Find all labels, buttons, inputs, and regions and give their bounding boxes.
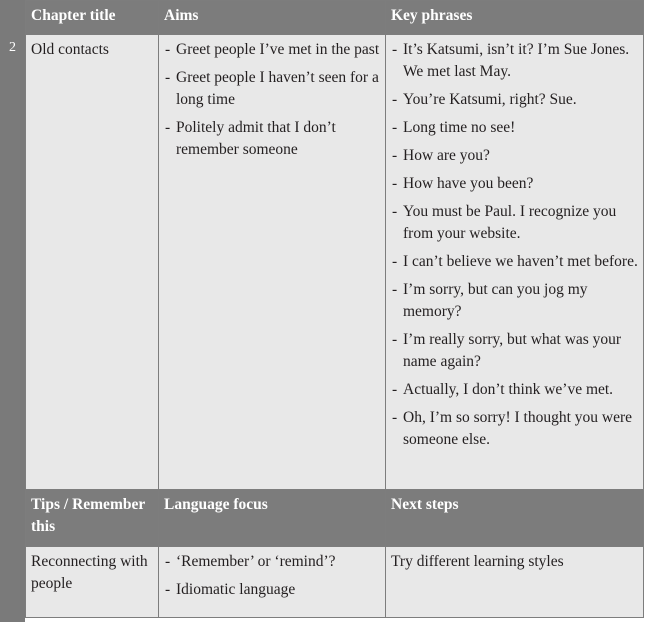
header-next-steps: Next steps (386, 490, 644, 547)
list-item: - Idiomatic language (164, 579, 380, 601)
header-tips: Tips / Remember this (26, 490, 159, 547)
list-item: - You’re Katsumi, right? Sue. (391, 89, 638, 111)
chapter-title-cell: Old contacts (26, 35, 159, 490)
list-item: - I’m really sorry, but what was your name again? (391, 329, 638, 373)
chapter-summary-table (25, 0, 644, 618)
header-language-focus: Language focus (159, 490, 386, 547)
list-item: - Greet people I haven’t seen for a long time (164, 67, 380, 111)
header-row (26, 1, 644, 35)
list-item: - It’s Katsumi, isn’t it? I’m Sue Jones. We met last May. (391, 39, 638, 83)
list-item: - You must be Paul. I recognize you from your website. (391, 201, 638, 245)
header-chapter-title: Chapter title (26, 1, 159, 35)
content-row (26, 35, 644, 490)
list-item: - How have you been? (391, 173, 638, 195)
language-focus-cell (159, 547, 386, 618)
header-key-phrases: Key phrases (386, 1, 644, 35)
language-focus-list (164, 551, 380, 601)
second-header-row (26, 490, 644, 547)
aims-cell (159, 35, 386, 490)
tips-cell: Reconnecting with people (26, 547, 159, 618)
list-item: - Politely admit that I don’t remember someone (164, 117, 380, 161)
key-phrases-cell (386, 35, 644, 490)
key-phrases-list (391, 39, 638, 451)
chapter-number: 2 (9, 40, 16, 55)
list-item: - Oh, I’m so sorry! I thought you were someone else. (391, 407, 638, 451)
next-steps-cell: Try different learning styles (386, 547, 644, 618)
list-item: - ‘Remember’ or ‘remind’? (164, 551, 380, 573)
list-item: - I can’t believe we haven’t met before. (391, 251, 638, 273)
aims-list (164, 39, 380, 161)
list-item: - Actually, I don’t think we’ve met. (391, 379, 638, 401)
list-item: - Greet people I’ve met in the past (164, 39, 380, 61)
header-aims: Aims (159, 1, 386, 35)
list-item: - Long time no see! (391, 117, 638, 139)
chapter-sidebar (0, 0, 25, 622)
list-item: - How are you? (391, 145, 638, 167)
list-item: - I’m sorry, but can you jog my memory? (391, 279, 638, 323)
second-content-row (26, 547, 644, 618)
